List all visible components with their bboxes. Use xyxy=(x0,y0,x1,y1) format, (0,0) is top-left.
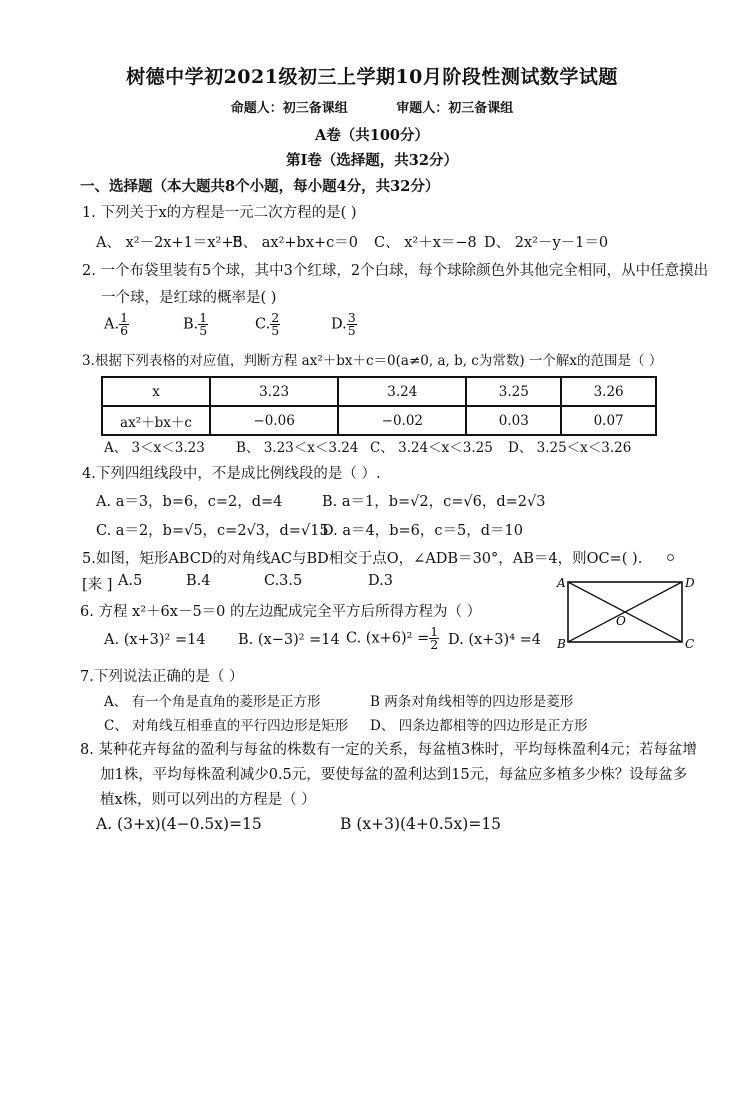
q4-option-a: A. a＝3，b=6，c=2，d=4 xyxy=(96,494,283,510)
table-cell: 3.23 xyxy=(210,377,338,406)
q3-option-d: D、 3.25＜x＜3.26 xyxy=(508,440,632,456)
authors-line xyxy=(0,97,744,116)
table-cell: −0.06 xyxy=(210,406,338,435)
q2-option-a-fraction xyxy=(119,312,129,337)
q5-option-b: B.4 xyxy=(186,573,211,589)
q7-option-b: B 两条对角线相等的四边形是菱形 xyxy=(370,694,574,710)
q2-option-c xyxy=(255,312,280,337)
q6-option-d: D. (x+3)⁴ =4 xyxy=(448,632,541,648)
q2-stem-line2: 一个球，是红球的概率是( ) xyxy=(101,290,277,306)
q3-stem: 3.根据下列表格的对应值，判断方程 ax²＋bx＋c＝0(a≠0, a, b, c为常数) 一个解x的范围是（ ） xyxy=(82,353,663,369)
q2-b-denominator: 5 xyxy=(199,323,208,338)
q2-a-denominator: 6 xyxy=(120,323,129,338)
part-heading: 第Ⅰ卷（选择题，共32分） xyxy=(286,152,458,169)
setter: 命题人：初三备课组 xyxy=(230,101,348,116)
q5-option-a: A.5 xyxy=(118,573,143,589)
q2-option-c-label: C. xyxy=(255,316,271,333)
q2-c-denominator: 5 xyxy=(271,323,280,338)
q2-option-b-label: B. xyxy=(183,316,199,333)
stray-dot-mark xyxy=(667,554,674,561)
q8-stem-line2: 加1株，平均每株盈利减少0.5元，要使每盆的盈利达到15元，每盆应多植多少株？设每盆多 xyxy=(100,767,688,783)
q4-option-d: D. a＝4，b=6，c＝5，d＝10 xyxy=(322,523,523,539)
table-row xyxy=(102,377,656,406)
q1-option-c: C、 x²＋x＝−8 xyxy=(374,235,477,251)
center-label-o: O xyxy=(616,614,626,628)
q2-c-numerator: 2 xyxy=(271,310,280,325)
q7-option-c: C、 对角线互相垂直的平行四边形是矩形 xyxy=(104,718,349,734)
q6-stem: 6. 方程 x²＋6x－5＝0 的左边配成完全平方后所得方程为（ ） xyxy=(80,604,482,620)
q1-stem: 1. 下列关于x的方程是一元二次方程的是( ) xyxy=(82,205,357,221)
q5-prefix: [来 ] xyxy=(82,577,113,593)
vertex-label-a: A xyxy=(557,576,566,590)
q7-option-d: D、 四条边都相等的四边形是正方形 xyxy=(370,718,588,734)
q2-option-d-fraction xyxy=(347,312,357,337)
table-cell: −0.02 xyxy=(338,406,466,435)
q6-option-c-text: C. (x+6)² = xyxy=(346,630,430,647)
vertex-label-b: B xyxy=(557,637,566,650)
table-cell: 3.25 xyxy=(466,377,561,406)
table-cell: 0.03 xyxy=(466,406,561,435)
q8-option-b: B (x+3)(4+0.5x)=15 xyxy=(340,815,502,833)
q5-stem: 5.如图，矩形ABCD的对角线AC与BD相交于点O，∠ADB＝30°，AB＝4，则OC=( ). xyxy=(82,551,643,567)
q2-option-a-label: A. xyxy=(104,316,120,333)
rectangle-abcd-figure xyxy=(556,572,696,650)
q2-option-b xyxy=(183,312,208,337)
q2-option-a xyxy=(104,312,129,337)
q6-option-c-fraction xyxy=(429,626,439,651)
volume-heading: A卷（共100分） xyxy=(314,127,430,144)
q4-option-c: C. a＝2，b=√5，c=2√3，d=√15 xyxy=(96,523,329,539)
q7-stem: 7.下列说法正确的是（ ） xyxy=(80,669,244,685)
table-row xyxy=(102,406,656,435)
reviewer: 审题人：初三备课组 xyxy=(396,101,514,116)
table-cell: ax²＋bx＋c xyxy=(102,406,210,435)
q8-option-a: A. (3+x)(4−0.5x)=15 xyxy=(96,815,262,833)
q2-d-numerator: 3 xyxy=(347,310,356,325)
table-cell: 3.26 xyxy=(561,377,656,406)
q6-c-numerator: 1 xyxy=(430,624,439,639)
q2-d-denominator: 5 xyxy=(347,323,356,338)
table-cell: x xyxy=(102,377,210,406)
q6-option-a: A. (x+3)² =14 xyxy=(104,632,206,648)
q2-a-numerator: 1 xyxy=(120,310,129,325)
q3-value-table xyxy=(101,376,657,436)
q7-option-a: A、 有一个角是直角的菱形是正方形 xyxy=(104,694,321,710)
vertex-label-d: D xyxy=(685,576,695,590)
q2-b-numerator: 1 xyxy=(199,310,208,325)
q2-option-b-fraction xyxy=(198,312,208,337)
q3-option-b: B、 3.23＜x＜3.24 xyxy=(236,440,359,456)
table-cell: 0.07 xyxy=(561,406,656,435)
q2-option-d-label: D. xyxy=(331,316,347,333)
q8-stem-line3: 植x株，则可以列出的方程是（ ） xyxy=(100,792,316,808)
q1-option-a: A、 x²－2x+1＝x²+5 xyxy=(96,235,243,251)
vertex-label-c: C xyxy=(685,637,695,650)
q4-stem: 4.下列四组线段中，不是成比例线段的是（ ）. xyxy=(82,466,381,482)
q3-option-c: C、 3.24＜x＜3.25 xyxy=(370,440,493,456)
q6-c-denominator: 2 xyxy=(430,637,439,652)
section-heading: 一、选择题（本大题共8个小题，每小题4分，共32分） xyxy=(80,178,440,195)
q3-option-a: A、 3＜x＜3.23 xyxy=(104,440,205,456)
exam-title: 树德中学初2021级初三上学期10月阶段性测试数学试题 xyxy=(126,66,618,88)
q1-option-d: D、 2x²－y－1＝0 xyxy=(484,235,609,251)
q2-option-d xyxy=(331,312,357,337)
q6-option-c xyxy=(346,626,439,651)
table-cell: 3.24 xyxy=(338,377,466,406)
q4-option-b: B. a＝1，b=√2，c=√6，d=2√3 xyxy=(322,494,546,510)
q2-option-c-fraction xyxy=(270,312,280,337)
q6-option-b: B. (x−3)² =14 xyxy=(238,632,340,648)
q8-stem-line1: 8. 某种花卉每盆的盈利与每盆的株数有一定的关系，每盆植3株时，平均每株盈利4元；若每盆增 xyxy=(80,742,697,758)
q1-option-b: B、 ax²+bx+c＝0 xyxy=(232,235,359,251)
q5-option-d: D.3 xyxy=(368,573,393,589)
q5-option-c: C.3.5 xyxy=(264,573,303,589)
q2-stem-line1: 2. 一个布袋里装有5个球，其中3个红球，2个白球，每个球除颜色外其他完全相同，从中任意摸出 xyxy=(82,263,709,279)
